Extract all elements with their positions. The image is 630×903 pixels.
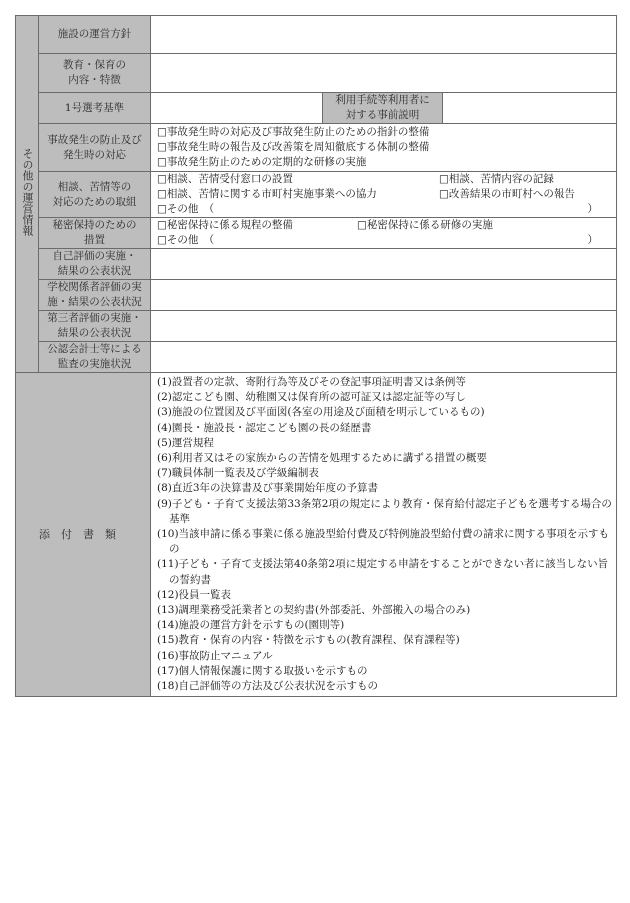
other-paren-close: ） bbox=[587, 234, 599, 246]
checkbox-confidentiality-training[interactable]: □秘密保持に係る研修の実施 bbox=[357, 219, 493, 231]
checkbox-complaint-improvement-report[interactable]: □改善結果の市町村への報告 bbox=[439, 188, 575, 200]
operation-info-table bbox=[15, 15, 617, 697]
attachment-item: (14)施設の運営方針を示すもの(園則等) bbox=[157, 619, 345, 632]
label-accident-prevention: 事故発生の防止及び 発生時の対応 bbox=[39, 124, 151, 172]
label-prior-explanation: 利用手続等利用者に 対する事前説明 bbox=[323, 93, 443, 124]
attachment-item: (5)運営規程 bbox=[157, 436, 214, 449]
label-third-party-evaluation: 第三者評価の実施・ 結果の公表状況 bbox=[39, 311, 151, 342]
group-label-other-operation-info: その他の運営情報 bbox=[16, 16, 39, 373]
attachment-item: (3)施設の位置図及び平面図(各室の用途及び面積を明示しているもの) bbox=[157, 406, 485, 419]
checkbox-accident-guideline[interactable]: □事故発生時の対応及び事故発生防止のための指針の整備 bbox=[157, 126, 430, 138]
attachment-item: (17)個人情報保護に関する取扱いを示すもの bbox=[157, 664, 368, 677]
field-third-party-evaluation[interactable] bbox=[151, 311, 617, 342]
attachment-item: (9)子ども・子育て支援法第33条第2項の規定により教育・保育給付認定子どもを選考する場合の基準 bbox=[157, 497, 612, 525]
label-confidentiality: 秘密保持のための 措置 bbox=[39, 218, 151, 249]
label-complaint-handling: 相談、苦情等の 対応のための取組 bbox=[39, 172, 151, 218]
field-operation-policy[interactable] bbox=[151, 16, 617, 54]
row-school-stakeholder-evaluation bbox=[16, 280, 617, 311]
attachment-item: (1)設置者の定款、寄附行為等及びその登記事項証明書又は条例等 bbox=[157, 376, 466, 388]
field-prior-explanation[interactable] bbox=[443, 93, 617, 124]
attachment-item: (16)事故防止マニュアル bbox=[157, 649, 273, 662]
label-operation-policy: 施設の運営方針 bbox=[39, 16, 151, 54]
attachment-item: (2)認定こども園、幼稚園又は保育所の認可証又は認定証等の写し bbox=[157, 391, 466, 404]
row-operation-policy bbox=[16, 16, 617, 54]
field-selection-criteria[interactable] bbox=[151, 93, 323, 124]
row-confidentiality bbox=[16, 218, 617, 249]
checkbox-complaint-window[interactable]: □相談、苦情受付窓口の設置 bbox=[157, 173, 293, 185]
field-audit[interactable] bbox=[151, 342, 617, 373]
label-audit: 公認会計士等による 監査の実施状況 bbox=[39, 342, 151, 373]
attachment-item: (13)調理業務受託業者との契約書(外部委託、外部搬入の場合のみ) bbox=[157, 604, 471, 617]
attachment-item: (10)当該申請に係る事業に係る施設型給付費及び特例施設型給付費の請求に関する事項を示すもの bbox=[157, 528, 610, 556]
attachments-list bbox=[151, 373, 616, 696]
checkbox-confidentiality-other[interactable]: □その他 （ bbox=[157, 234, 215, 246]
label-education-content: 教育・保育の 内容・特徴 bbox=[39, 54, 151, 93]
attachment-item: (6)利用者又はその家族からの苦情を処理するために講ずる措置の概要 bbox=[157, 452, 487, 465]
checkbox-complaint-municipal-cooperation[interactable]: □相談、苦情に関する市町村実施事業への協力 bbox=[157, 188, 377, 200]
field-accident-prevention bbox=[151, 124, 617, 172]
field-self-evaluation[interactable] bbox=[151, 249, 617, 280]
attachment-item: (12)役員一覧表 bbox=[157, 588, 232, 601]
attachment-item: (4)園長・施設長・認定こども園の長の経歴書 bbox=[157, 421, 372, 434]
row-accident-prevention bbox=[16, 124, 617, 172]
field-education-content[interactable] bbox=[151, 54, 617, 93]
row-selection-criteria bbox=[16, 93, 617, 124]
row-self-evaluation bbox=[16, 249, 617, 280]
field-complaint-handling bbox=[151, 172, 617, 218]
checkbox-complaint-other[interactable]: □その他 （ bbox=[157, 203, 215, 215]
other-paren-close: ） bbox=[587, 203, 599, 215]
checkbox-confidentiality-rules[interactable]: □秘密保持に係る規程の整備 bbox=[157, 219, 293, 231]
label-self-evaluation: 自己評価の実施・ 結果の公表状況 bbox=[39, 249, 151, 280]
label-attachments: 添付書類 bbox=[16, 373, 151, 697]
checkbox-accident-training[interactable]: □事故発生防止のための定期的な研修の実施 bbox=[157, 156, 367, 168]
field-school-stakeholder-evaluation[interactable] bbox=[151, 280, 617, 311]
attachment-item: (7)職員体制一覧表及び学級編制表 bbox=[157, 467, 319, 480]
attachment-item: (18)自己評価等の方法及び公表状況を示すもの bbox=[157, 680, 379, 693]
field-confidentiality bbox=[151, 218, 617, 249]
label-school-stakeholder-evaluation: 学校関係者評価の実 施・結果の公表状況 bbox=[39, 280, 151, 311]
checkbox-complaint-record[interactable]: □相談、苦情内容の記録 bbox=[439, 173, 554, 185]
row-complaint-handling bbox=[16, 172, 617, 218]
row-education-content bbox=[16, 54, 617, 93]
checkbox-accident-report-system[interactable]: □事故発生時の報告及び改善策を周知徹底する体制の整備 bbox=[157, 141, 430, 153]
attachments-list-cell bbox=[151, 373, 617, 697]
row-third-party-evaluation bbox=[16, 311, 617, 342]
label-selection-criteria: 1号選考基準 bbox=[39, 93, 151, 124]
application-form-page bbox=[15, 15, 616, 697]
attachment-item: (15)教育・保育の内容・特徴を示すもの(教育課程、保育課程等) bbox=[157, 634, 460, 647]
row-audit bbox=[16, 342, 617, 373]
attachment-item: (8)直近3年の決算書及び事業開始年度の予算書 bbox=[157, 482, 379, 495]
row-attachments bbox=[16, 373, 617, 697]
attachment-item: (11)子ども・子育て支援法第40条第2項に規定する申請をすることができない者に該当しない旨の誓約書 bbox=[157, 558, 609, 586]
